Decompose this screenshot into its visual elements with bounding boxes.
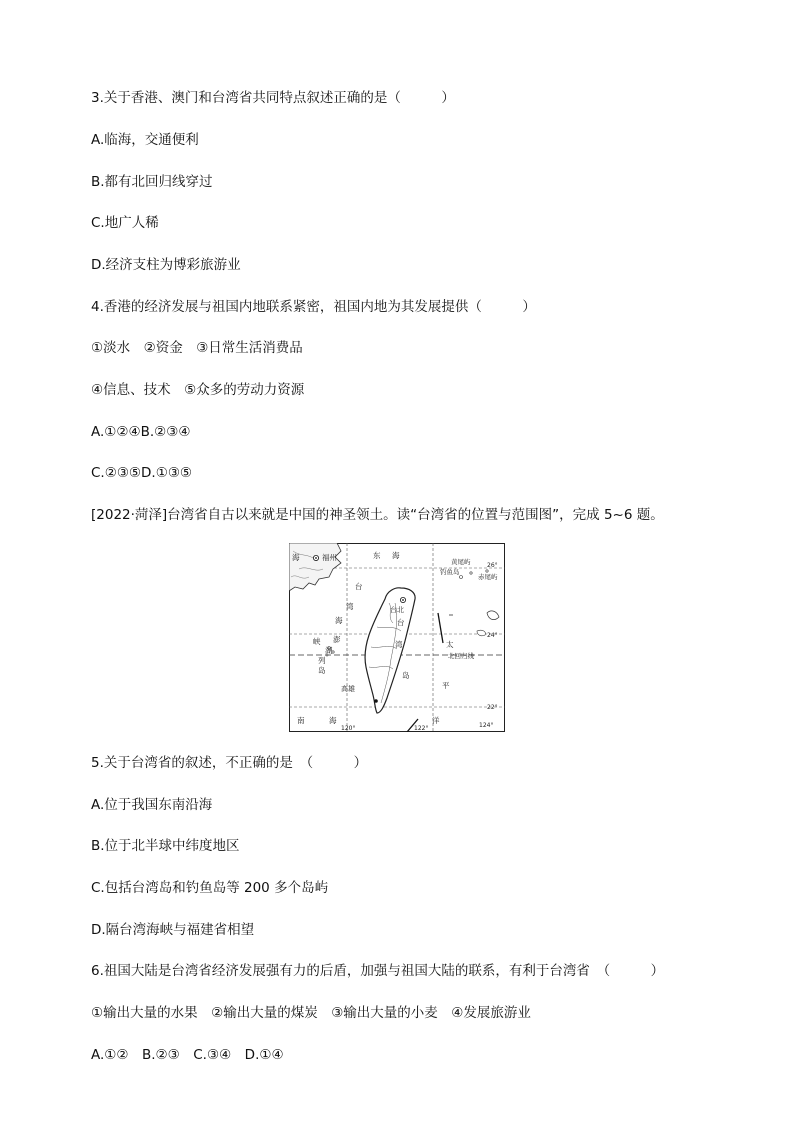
q5-option-d: D.隔台湾海峡与福建省相望: [91, 922, 255, 938]
q6-options: A.①② B.②③ C.③④ D.①④: [91, 1047, 284, 1063]
label-hai-left: 海: [292, 553, 300, 562]
q4-items-line-2: ④信息、技术 ⑤众多的劳动力资源: [91, 382, 305, 398]
label-dao-island: 岛: [402, 671, 410, 680]
q3-option-d: D.经济支柱为博彩旅游业: [91, 257, 241, 273]
label-tropic: 北回归线: [448, 652, 474, 660]
q4-options-line-1: A.①②④B.②③④: [91, 424, 191, 440]
label-lat-24: 24°: [487, 632, 498, 639]
label-taibei: 台北: [390, 606, 404, 614]
q5-option-c: C.包括台湾岛和钓鱼岛等 200 多个岛屿: [91, 880, 329, 896]
label-tai-strait: 台: [355, 582, 363, 591]
q5-option-b: B.位于北半球中纬度地区: [91, 838, 240, 854]
label-fuzhou: 福州: [322, 553, 337, 562]
label-tai-island: 台: [397, 618, 405, 627]
gaoxiong-marker: [374, 699, 378, 703]
label-lon-124: 124°: [479, 722, 494, 729]
taiwan-location-map: [289, 543, 505, 732]
q5-stem: 5.关于台湾省的叙述，不正确的是 （ ）: [91, 755, 368, 771]
label-dong: 东: [373, 551, 381, 560]
label-lat-26: 26°: [487, 562, 498, 569]
label-lon-122: 122°: [414, 725, 429, 732]
q6-stem: 6.祖国大陆是台湾省经济发展强有力的后盾，加强与祖国大陆的联系，有利于台湾省 （ ）: [91, 963, 665, 979]
label-hu: 湖: [325, 646, 333, 655]
label-peng: 澎: [333, 635, 341, 644]
q3-option-a: A.临海，交通便利: [91, 132, 199, 148]
q3-stem: 3.关于香港、澳门和台湾省共同特点叙述正确的是（ ）: [91, 90, 455, 106]
q3-option-b: B.都有北回归线穿过: [91, 174, 213, 190]
label-dao-peng: 岛: [318, 666, 326, 675]
label-lat-22: 22°: [487, 704, 498, 711]
q4-options-line-2: C.②③⑤D.①③⑤: [91, 465, 193, 481]
label-wan-strait: 湾: [346, 602, 354, 611]
label-hai-strait: 海: [335, 616, 343, 625]
material-intro: [2022·菏泽]台湾省自古以来就是中国的神圣领土。读“台湾省的位置与范围图”，完成 5~6 题。: [91, 507, 664, 523]
q4-stem: 4.香港的经济发展与祖国内地联系紧密，祖国内地为其发展提供（ ）: [91, 299, 536, 315]
label-ping-pacific: 平: [442, 681, 450, 690]
label-lon-120: 120°: [341, 725, 356, 732]
label-hai-top: 海: [392, 551, 400, 560]
q4-items-line-1: ①淡水 ②资金 ③日常生活消费品: [91, 340, 303, 356]
q6-items: ①输出大量的水果 ②输出大量的煤炭 ③输出大量的小麦 ④发展旅游业: [91, 1005, 531, 1021]
q5-option-a: A.位于我国东南沿海: [91, 797, 213, 813]
label-tai-pacific: 太: [446, 640, 454, 649]
label-chiweiyu: 赤尾屿: [478, 573, 498, 581]
label-huangweiyu: 黄尾屿: [451, 558, 471, 566]
label-yang: 洋: [432, 716, 440, 725]
label-nan: 南: [297, 716, 305, 725]
label-lie: 列: [318, 656, 326, 665]
label-gaoxiong: 高雄: [341, 685, 355, 693]
q3-option-c: C.地广人稀: [91, 215, 159, 231]
label-wan-island: 湾: [395, 640, 403, 649]
label-hai-south: 海: [329, 716, 337, 725]
label-diaoyudao: 钓鱼岛: [440, 568, 460, 576]
label-xia: 峡: [313, 637, 321, 646]
